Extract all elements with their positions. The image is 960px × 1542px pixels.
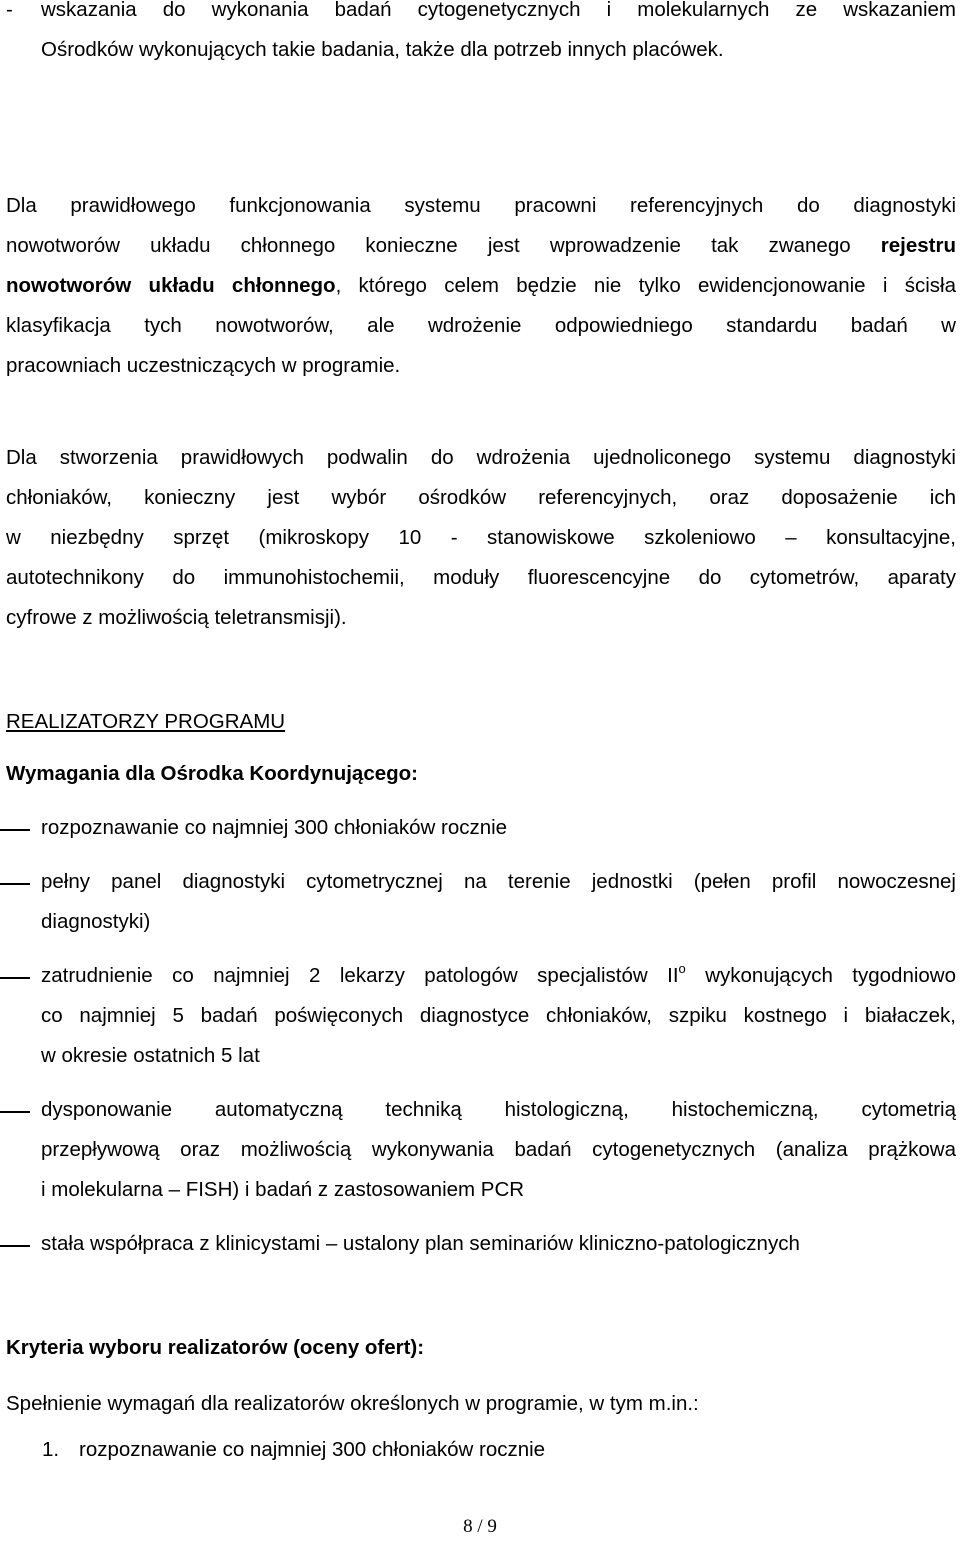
para2-line-1: Dla stworzenia prawidłowych podwalin do wdrożenia ujednoliconego systemu diagnostyki [6,446,956,469]
criteria-title [6,1328,956,1368]
req-4-line-1: dysponowanie automatyczną techniką histologiczną, histochemiczną, cytometrią [41,1098,956,1121]
req-3-sup: o [678,961,686,976]
para2-line-5: cyfrowe z możliwością teletransmisji). [6,606,347,629]
paragraph-equipment [6,438,956,638]
criteria-intro [6,1384,956,1424]
para1-line-2-bold: rejestru [880,234,956,257]
para1-line-2-text: nowotworów układu chłonnego konieczne jest wprowadzenie tak zwanego [6,234,881,257]
paragraph-registry [6,186,956,386]
req-2-line-2: diagnostyki) [41,910,151,933]
top-item-line-1: wskazania do wykonania badań cytogenetycznych i molekularnych ze wskazaniem [41,0,956,21]
criteria-item-text: rozpoznawanie co najmniej 300 chłoniaków rocznie [79,1438,546,1461]
para2-line-4: autotechnikony do immunohistochemii, moduły fluorescencyjne do cytometrów, aparaty [6,566,956,589]
req-5-line-1: stała współpraca z klinicystami – ustalony plan seminariów kliniczno-patologicznych [41,1232,800,1255]
subsection-title [6,754,956,794]
criteria-item-number: 1. [42,1438,60,1461]
para2-line-2: chłoniaków, konieczny jest wybór ośrodków referencyjnych, oraz doposażenie ich [6,486,956,509]
list-item [0,862,956,942]
req-1-line-1: rozpoznawanie co najmniej 300 chłoniaków rocznie [41,816,508,839]
para1-line-3-bold: nowotworów układu chłonnego [6,274,336,297]
para1-line-1: Dla prawidłowego funkcjonowania systemu pracowni referencyjnych do diagnostyki [6,194,956,217]
top-item-line-2: Ośrodków wykonujących takie badania, także dla potrzeb innych placówek. [41,38,724,61]
list-item [42,1430,942,1470]
para2-line-3: w niezbędny sprzęt (mikroskopy 10 - stanowiskowe szkoleniowo – konsultacyjne, [6,526,956,549]
section-title [6,702,956,742]
para1-line-5: pracowniach uczestniczących w programie. [6,354,401,377]
criteria-list [42,1430,942,1470]
para1-line-3-text: , którego celem będzie nie tylko ewidencjonowanie i ścisła [335,274,956,297]
list-dash: - [6,0,13,21]
req-4-line-3: i molekularna – FISH) i badań z zastosowaniem PCR [41,1178,525,1201]
page-number: 8 / 9 [463,1516,497,1537]
criteria-title-text: Kryteria wyboru realizatorów (oceny ofert): [6,1336,425,1359]
req-3-line-1-post: wykonujących tygodniowo [685,964,957,987]
list-item [0,808,956,848]
section-title-text: REALIZATORZY PROGRAMU [6,710,286,733]
req-2-line-1: pełny panel diagnostyki cytometrycznej na terenie jednostki (pełen profil nowoczesnej [41,870,956,893]
para1-line-4: klasyfikacja tych nowotworów, ale wdrożenie odpowiedniego standardu badań w [6,314,956,337]
criteria-intro-text: Spełnienie wymagań dla realizatorów określonych w programie, w tym m.in.: [6,1392,699,1415]
req-3-line-3: w okresie ostatnich 5 lat [41,1044,260,1067]
req-3-line-1-pre: zatrudnienie co najmniej 2 lekarzy patologów specjalistów II [41,964,679,987]
req-3-line-1 [41,956,956,996]
para1-line-2 [6,226,956,266]
list-item [0,1090,956,1210]
list-item [0,956,956,1076]
req-3-line-2: co najmniej 5 badań poświęconych diagnostyce chłoniaków, szpiku kostnego i białaczek, [41,1004,956,1027]
req-4-line-2: przepływową oraz możliwością wykonywania badań cytogenetycznych (analiza prążkowa [41,1138,956,1161]
subsection-title-text: Wymagania dla Ośrodka Koordynującego: [6,762,418,785]
para1-line-3 [6,266,956,306]
list-item [0,1224,956,1264]
